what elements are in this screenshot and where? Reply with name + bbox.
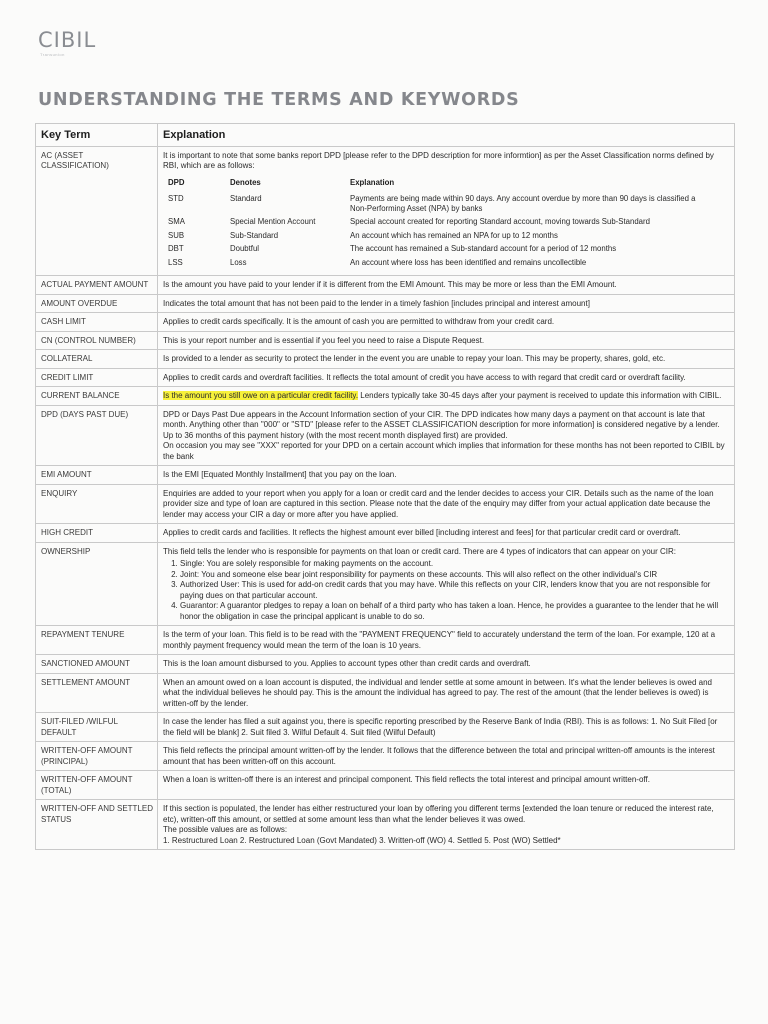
explanation-cell <box>158 800 735 850</box>
highlighted-text: Is the amount you still owe on a particular credit facility. <box>163 391 359 400</box>
status-text: If this section is populated, the lender has either restructured your loan by offering you different terms [extended the loan tenure or reduced the interest rate, etc), written-off this amount, or settled at some amount less than what the lender believes it was owed. <box>163 804 714 824</box>
explanation-cell: In case the lender has filed a suit against you, there is specific reporting prescribed by the Reserve Bank of India (RBI). This is as follows: 1. No Suit Filed [or the field will be blank] 2. Suit filed 3. Wilful Default 4. Suit filed (Wilful Default) <box>158 713 735 742</box>
asset-row <box>168 243 708 257</box>
asset-explanation: An account which has remained an NPA for up to 12 months <box>350 230 558 240</box>
asset-explanation: The account has remained a Sub-standard account for a period of 12 months <box>350 244 617 253</box>
asset-header-explanation: Explanation <box>350 177 395 187</box>
explanation-cell <box>158 146 735 276</box>
status-values-label: The possible values are as follows: <box>163 825 288 834</box>
list-item: 1. Single: You are solely responsible for making payments on the account. <box>180 559 730 570</box>
term-cell: SETTLEMENT AMOUNT <box>36 673 158 713</box>
explanation-cell: This field reflects the principal amount written-off by the lender. It follows that the difference between the total and principal written-off amounts is the interest amount that has been written-off on this account. <box>158 742 735 771</box>
table-row <box>36 771 735 800</box>
asset-row <box>168 193 708 216</box>
table-row <box>36 742 735 771</box>
status-values: 1. Restructured Loan 2. Restructured Loan (Govt Mandated) 3. Written-off (WO) 4. Settled 5. Post (WO) Settled* <box>163 835 561 845</box>
table-row <box>36 387 735 406</box>
page-title: UNDERSTANDING THE TERMS AND KEYWORDS <box>38 90 520 110</box>
explanation-cell: Indicates the total amount that has not been paid to the lender in a timely fashion [includes principal and interest amount] <box>158 294 735 313</box>
explanation-cell: This is the loan amount disbursed to you. Applies to account types other than credit cards and overdraft. <box>158 655 735 674</box>
table-row <box>36 542 735 626</box>
term-cell: AMOUNT OVERDUE <box>36 294 158 313</box>
asset-explanation: Special account created for reporting Standard account, moving towards Sub-Standard <box>350 217 650 226</box>
terms-table <box>35 123 735 850</box>
asset-classification-table <box>168 177 708 271</box>
explanation-cell: Is the EMI [Equated Monthly Installment] that you pay on the loan. <box>158 466 735 485</box>
explanation-cell: Applies to credit cards and facilities. It reflects the highest amount ever billed [including interest and fees] for that particular credit card or overdraft. <box>158 524 735 543</box>
term-cell: WRITTEN-OFF AMOUNT (PRINCIPAL) <box>36 742 158 771</box>
table-row <box>36 313 735 332</box>
explanation-cell: This is your report number and is essential if you feel you need to raise a Dispute Request. <box>158 331 735 350</box>
table-row <box>36 673 735 713</box>
table-row <box>36 331 735 350</box>
table-row <box>36 350 735 369</box>
term-cell: SUIT-FILED /WILFUL DEFAULT <box>36 713 158 742</box>
list-item: 4. Guarantor: A guarantor pledges to repay a loan on behalf of a third party who has taken a loan. Hence, he provides a guarantee to the lender that he will honor the obligation in case the principal applicant is unable to do so. <box>180 601 730 622</box>
asset-denotes: Sub-Standard <box>230 230 279 240</box>
term-cell: OWNERSHIP <box>36 542 158 626</box>
ownership-intro: This field tells the lender who is responsible for payments on that loan or credit card. There are 4 types of indicators that can appear on your CIR: <box>163 546 677 556</box>
asset-row <box>168 257 708 271</box>
term-cell: COLLATERAL <box>36 350 158 369</box>
term-cell: DPD (DAYS PAST DUE) <box>36 405 158 466</box>
dpd-text-note: On occasion you may see "XXX" reported for your DPD on a certain account which implies that information for these months has not been reported to CIBIL by the bank <box>163 441 725 461</box>
asset-code: SMA <box>168 217 185 226</box>
asset-denotes: Doubtful <box>230 244 260 253</box>
asset-header-denotes: Denotes <box>230 177 261 187</box>
table-row <box>36 146 735 276</box>
list-item: 3. Authorized User: This is used for add-on credit cards that you may have. While this reflects on your CIR, lenders know that you are not responsible for paying dues on that particular account. <box>180 580 730 601</box>
ac-intro: It is important to note that some banks report DPD [please refer to the DPD description for more informtion] as per the Asset Classification norms defined by RBI, which are as follows: <box>163 150 714 170</box>
asset-code: SUB <box>168 230 185 240</box>
explanation-cell <box>158 405 735 466</box>
table-row <box>36 484 735 524</box>
header-explanation: Explanation <box>158 124 735 147</box>
asset-denotes: Special Mention Account <box>230 217 316 226</box>
table-row <box>36 294 735 313</box>
explanation-cell: Applies to credit cards specifically. It is the amount of cash you are permitted to withdraw from your credit card. <box>158 313 735 332</box>
table-row <box>36 626 735 655</box>
term-cell: REPAYMENT TENURE <box>36 626 158 655</box>
table-row <box>36 405 735 466</box>
explanation-cell: Enquiries are added to your report when you apply for a loan or credit card and the lender decides to access your CIR. Details such as the name of the loan provider size and type of loan are captured in this section. Please note that the date of the enquiry may differ from your actual application date because the lender may access your CIR a day or more after you have applied. <box>158 484 735 524</box>
asset-row <box>168 230 708 244</box>
term-cell: AC (ASSET CLASSIFICATION) <box>36 146 158 276</box>
dpd-text: DPD or Days Past Due appears in the Account Information section of your CIR. The DPD indicates how many days a payment on that account is late that month. Anything other than "000" or "STD" [please refer to the ASSET CLASSIFICATION description for more information] is considered negative by a lender. Up to 36 months of this payment history (with the most recent month displayed first) are provided. <box>163 409 720 440</box>
list-item: 2. Joint: You and someone else bear joint responsibility for payments on these accounts. This will also reflect on the other individual's CIR <box>180 570 730 581</box>
explanation-cell: When a loan is written-off there is an interest and principal component. This field reflects the total interest and principal amount written-off. <box>158 771 735 800</box>
asset-denotes: Loss <box>230 257 247 267</box>
table-row <box>36 655 735 674</box>
explanation-cell <box>158 387 735 406</box>
asset-code: DBT <box>168 244 184 253</box>
table-row <box>36 368 735 387</box>
term-cell: WRITTEN-OFF AND SETTLED STATUS <box>36 800 158 850</box>
table-row <box>36 276 735 295</box>
asset-row <box>168 216 708 230</box>
header-key-term: Key Term <box>36 124 158 147</box>
asset-denotes: Standard <box>230 194 262 203</box>
explanation-cell: Is the amount you have paid to your lender if it is different from the EMI Amount. This may be more or less than the EMI Amount. <box>158 276 735 295</box>
cibil-logo: CIBIL <box>38 28 97 52</box>
explanation-cell: Applies to credit cards and overdraft facilities. It reflects the total amount of credit you have access to with regard that credit card or overdraft facility. <box>158 368 735 387</box>
table-row <box>36 800 735 850</box>
term-cell: CN (CONTROL NUMBER) <box>36 331 158 350</box>
term-cell: CURRENT BALANCE <box>36 387 158 406</box>
explanation-text: Lenders typically take 30-45 days after your payment is received to update this information with CIBIL. <box>358 391 722 400</box>
term-cell: ACTUAL PAYMENT AMOUNT <box>36 276 158 295</box>
term-cell: CREDIT LIMIT <box>36 368 158 387</box>
explanation-cell: Is the term of your loan. This field is to be read with the "PAYMENT FREQUENCY" field to accurately understand the term of the loan. For example, 120 at a monthly payment frequency would mean the term of the loan is 10 years. <box>158 626 735 655</box>
table-row <box>36 524 735 543</box>
table-row <box>36 713 735 742</box>
table-row <box>36 466 735 485</box>
asset-explanation: An account where loss has been identified and remains uncollectible <box>350 257 587 267</box>
term-cell: WRITTEN-OFF AMOUNT (TOTAL) <box>36 771 158 800</box>
term-cell: CASH LIMIT <box>36 313 158 332</box>
explanation-cell: When an amount owed on a loan account is disputed, the individual and lender settle at some amount in between. It's what the lender believes is owed and what the individual believes he should pay. This is the amount the individual has agreed to pay. The rest of the amount (that the lender believes is owed) is written-off by the lender. <box>158 673 735 713</box>
asset-code: LSS <box>168 257 183 267</box>
explanation-cell <box>158 542 735 626</box>
term-cell: EMI AMOUNT <box>36 466 158 485</box>
cibil-tagline: Transunion <box>40 52 65 57</box>
explanation-cell: Is provided to a lender as security to protect the lender in the event you are unable to repay your loan. This may be property, shares, gold, etc. <box>158 350 735 369</box>
asset-header-dpd: DPD <box>168 177 185 187</box>
term-cell: HIGH CREDIT <box>36 524 158 543</box>
ownership-list <box>163 559 730 622</box>
term-cell: SANCTIONED AMOUNT <box>36 655 158 674</box>
asset-explanation: Payments are being made within 90 days. Any account overdue by more than 90 days is classified a Non-Performing Asset (NPA) by banks <box>350 194 696 213</box>
asset-code: STD <box>168 194 184 203</box>
table-header-row <box>36 124 735 147</box>
term-cell: ENQUIRY <box>36 484 158 524</box>
